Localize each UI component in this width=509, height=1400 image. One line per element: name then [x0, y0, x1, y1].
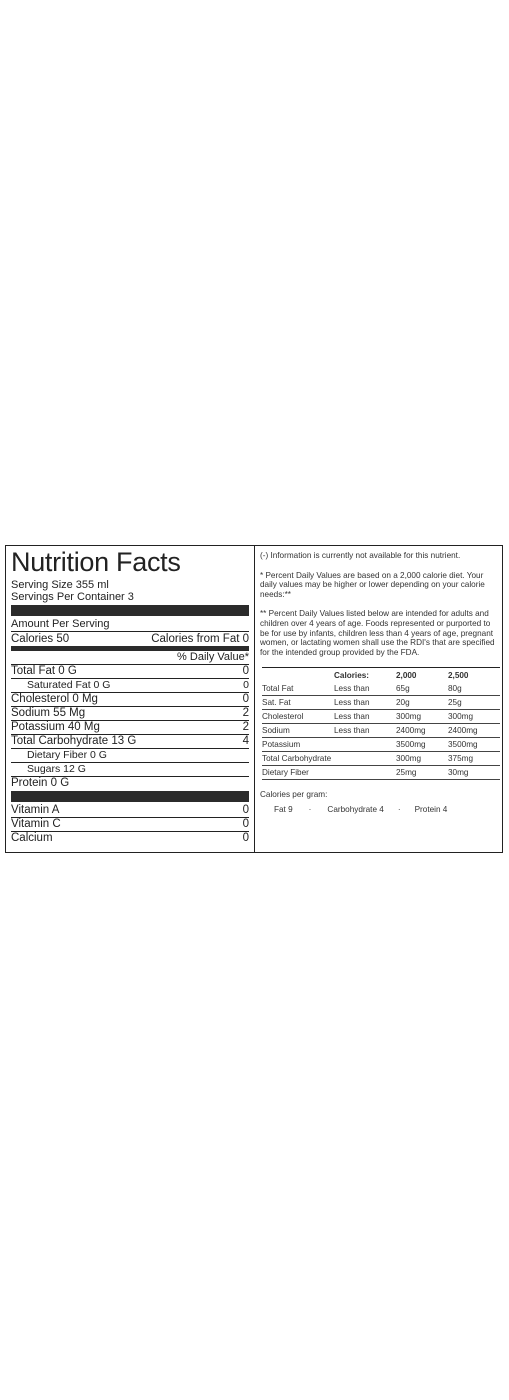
nutrient-label: Total Fat 0 G — [11, 665, 77, 677]
daily-value-header-label: % Daily Value* — [177, 651, 249, 663]
table-row — [262, 751, 500, 765]
nutrition-label — [5, 545, 503, 853]
table-cell: 2400mg — [396, 724, 448, 738]
nutrient-row — [11, 763, 249, 777]
calories-row — [11, 633, 249, 646]
nutrient-value: 2 — [242, 721, 249, 733]
table-row — [262, 710, 500, 724]
footnotes-panel — [256, 546, 502, 852]
table-cell: Less than — [334, 724, 396, 738]
nutrient-value: 0 — [242, 693, 249, 705]
table-row — [262, 765, 500, 779]
nutrient-row — [11, 721, 249, 735]
nutrient-label: Cholesterol 0 Mg — [11, 693, 98, 705]
table-cell: 20g — [396, 696, 448, 710]
thick-divider — [11, 605, 249, 616]
table-row — [262, 724, 500, 738]
table-cell: Sodium — [262, 724, 334, 738]
nutrient-row — [11, 693, 249, 707]
table-cell: Potassium — [262, 737, 334, 751]
calories-per-gram-label: Calories per gram: — [260, 789, 328, 799]
calories-from-fat-label: Calories from Fat 0 — [151, 633, 249, 645]
nutrient-value: 0 — [242, 665, 249, 677]
table-cell: 25mg — [396, 765, 448, 779]
nutrient-value: 2 — [242, 707, 249, 719]
nutrient-row — [11, 735, 249, 749]
nutrient-value: 4 — [242, 735, 249, 747]
serving-size: Serving Size 355 ml — [11, 579, 109, 591]
table-cell: Less than — [334, 710, 396, 724]
table-cell: 30mg — [448, 765, 500, 779]
separator-dot: · — [397, 805, 401, 815]
amount-per-serving-label: Amount Per Serving — [11, 618, 110, 630]
table-cell: 25g — [448, 696, 500, 710]
carbohydrate-per-gram: Carbohydrate 4 — [327, 805, 384, 815]
nutrient-label: Potassium 40 Mg — [11, 721, 100, 733]
vitamin-label: Calcium — [11, 832, 53, 844]
vitamin-row — [11, 804, 249, 818]
nutrient-label: Total Carbohydrate 13 G — [11, 735, 137, 747]
table-cell: Total Carbohydrate — [262, 751, 334, 765]
vitamin-row — [11, 832, 249, 845]
table-cell: Less than — [334, 696, 396, 710]
table-cell: 65g — [396, 682, 448, 695]
table-header-cell: 2,000 — [396, 670, 417, 680]
nutrient-row — [11, 665, 249, 679]
table-cell: 3500mg — [448, 737, 500, 751]
servings-per-container: Servings Per Container 3 — [11, 591, 134, 603]
page-title: Nutrition Facts — [11, 547, 181, 577]
rdi-note: ** Percent Daily Values listed below are intended for adults and children over 4 years of age. Foods represented or purported to be for use by infants, children less than 4 years of age, pregnant women, or lactating women shall use the RDI's that are specified for the intended group provided by the FDA. — [260, 609, 495, 657]
nutrient-row — [11, 707, 249, 721]
daily-values-table — [262, 667, 500, 779]
table-cell: Less than — [334, 682, 396, 695]
table-cell — [334, 737, 396, 751]
nutrient-label: Sugars 12 G — [27, 763, 86, 775]
percent-dv-note: * Percent Daily Values are based on a 2,000 calorie diet. Your daily values may be higher or lower depending on your calorie needs:** — [260, 570, 485, 599]
table-header-cell — [262, 668, 334, 683]
nutrient-row — [11, 679, 249, 693]
table-cell: Total Fat — [262, 682, 334, 695]
fat-per-gram: Fat 9 — [274, 805, 293, 815]
table-cell: 375mg — [448, 751, 500, 765]
nutrient-label: Dietary Fiber 0 G — [27, 749, 107, 761]
thick-divider — [11, 791, 249, 802]
nutrient-row — [11, 777, 249, 790]
nutrient-value: 0 — [243, 679, 249, 691]
calories-per-gram-row — [260, 805, 498, 814]
table-cell: 300mg — [396, 751, 448, 765]
vitamin-label: Vitamin C — [11, 818, 61, 830]
table-cell — [334, 751, 396, 765]
nutrient-label: Protein 0 G — [11, 777, 70, 789]
table-row — [262, 737, 500, 751]
daily-value-header — [11, 651, 249, 665]
table-cell: 300mg — [396, 710, 448, 724]
table-cell: Cholesterol — [262, 710, 334, 724]
table-cell — [334, 765, 396, 779]
table-row — [262, 682, 500, 695]
vitamin-value: 0 — [242, 818, 249, 830]
table-header-row — [262, 668, 500, 683]
amount-per-serving — [11, 618, 249, 632]
nutrient-label: Saturated Fat 0 G — [27, 679, 111, 691]
vitamin-label: Vitamin A — [11, 804, 60, 816]
vitamin-value: 0 — [242, 832, 249, 844]
table-header-cell: 2,500 — [448, 670, 469, 680]
nutrition-facts-panel — [6, 546, 255, 852]
table-cell: 300mg — [448, 710, 500, 724]
vitamin-value: 0 — [242, 804, 249, 816]
nutrient-label: Sodium 55 Mg — [11, 707, 86, 719]
protein-per-gram: Protein 4 — [414, 805, 448, 815]
calories-label: Calories 50 — [11, 633, 70, 645]
vitamin-row — [11, 818, 249, 832]
table-row — [262, 696, 500, 710]
separator-dot: · — [308, 805, 312, 815]
table-cell: 3500mg — [396, 737, 448, 751]
nutrient-row — [11, 749, 249, 763]
table-header-cell: Calories: — [334, 670, 370, 680]
table-cell: 80g — [448, 682, 500, 695]
table-cell: Sat. Fat — [262, 696, 334, 710]
info-not-available-note: (-) Information is currently not available for this nutrient. — [260, 551, 461, 560]
table-cell: 2400mg — [448, 724, 500, 738]
table-cell: Dietary Fiber — [262, 765, 334, 779]
